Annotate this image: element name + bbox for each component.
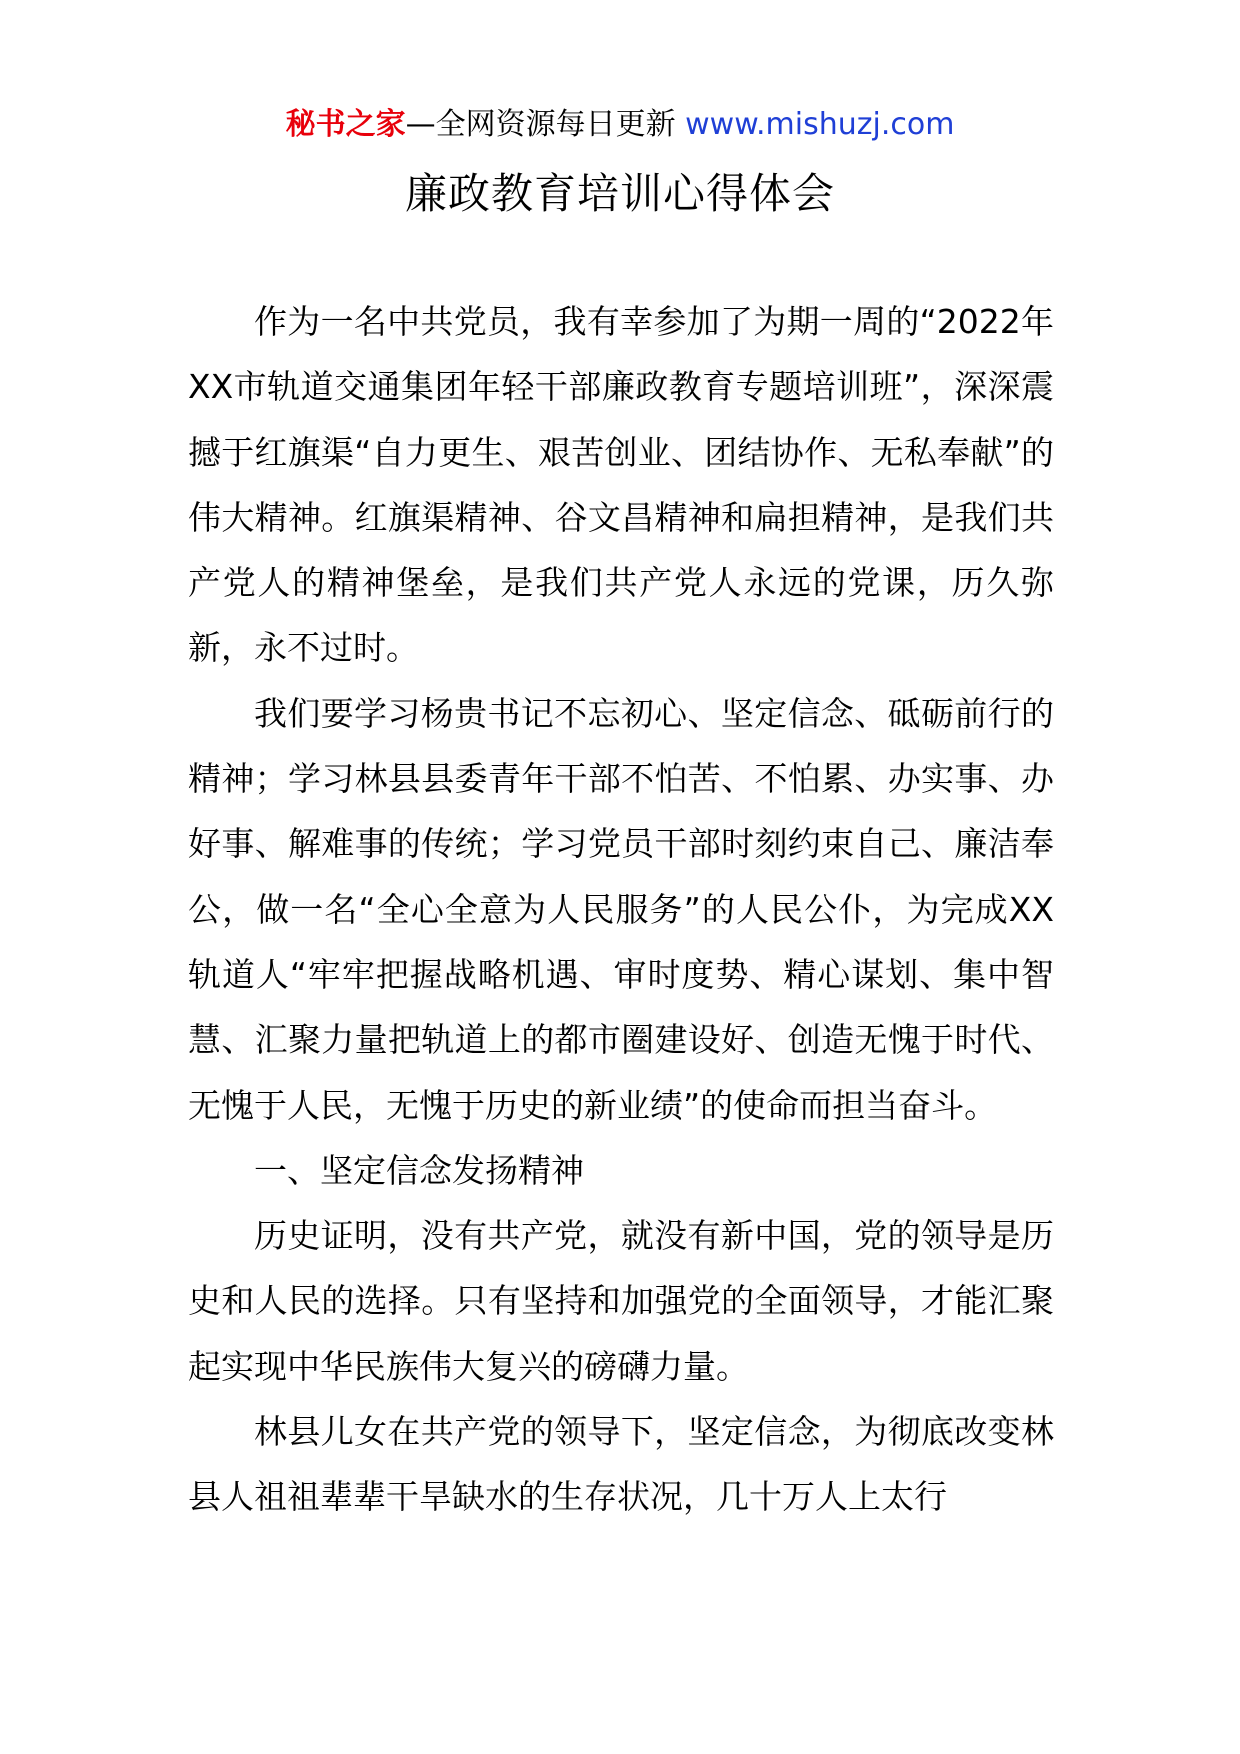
brand-name: 秘书之家	[285, 107, 406, 142]
site-url-link[interactable]: www.mishuzj.com	[685, 107, 955, 142]
paragraph-history: 历史证明，没有共产党，就没有新中国，党的领导是历史和人民的选择。只有坚持和加强党的全面领导，才能汇聚起实现中华民族伟大复兴的磅礴力量。	[188, 1216, 1054, 1386]
paragraph-learning: 我们要学习杨贵书记不忘初心、坚定信念、砥砺前行的精神；学习林县县委青年干部不怕苦、不怕累、办实事、办好事、解难事的传统；学习党员干部时刻约束自己、廉洁奉公，做一名“全心全意为人民服务”的人民公仆，为完成XX轨道人“牢牢把握战略机遇、审时度势、精心谋划、集中智慧、汇聚力量把轨道上的都市圈建设好、创造无愧于时代、无愧于人民，无愧于历史的新业绩”的使命而担当奋斗。	[188, 693, 1054, 1125]
document-title: 廉政教育培训心得体会	[404, 169, 835, 218]
header-slogan: —全网资源每日更新	[405, 107, 676, 142]
section-heading-1: 一、坚定信念发扬精神	[254, 1150, 584, 1190]
document-body	[188, 289, 1054, 1530]
paragraph-linxian: 林县儿女在共产党的领导下，坚定信念，为彻底改变林县人祖祖辈辈干旱缺水的生存状况，几十万人上太行	[188, 1412, 1054, 1517]
paragraph-intro: 作为一名中共党员，我有幸参加了为期一周的“2022年XX市轨道交通集团年轻干部廉政教育专题培训班”，深深震撼于红旗渠“自力更生、艰苦创业、团结协作、无私奉献”的伟大精神。红旗渠精神、谷文昌精神和扁担精神，是我们共产党人的精神堡垒，是我们共产党人永远的党课，历久弥新，永不过时。	[188, 302, 1054, 668]
site-header-banner	[0, 100, 1240, 150]
